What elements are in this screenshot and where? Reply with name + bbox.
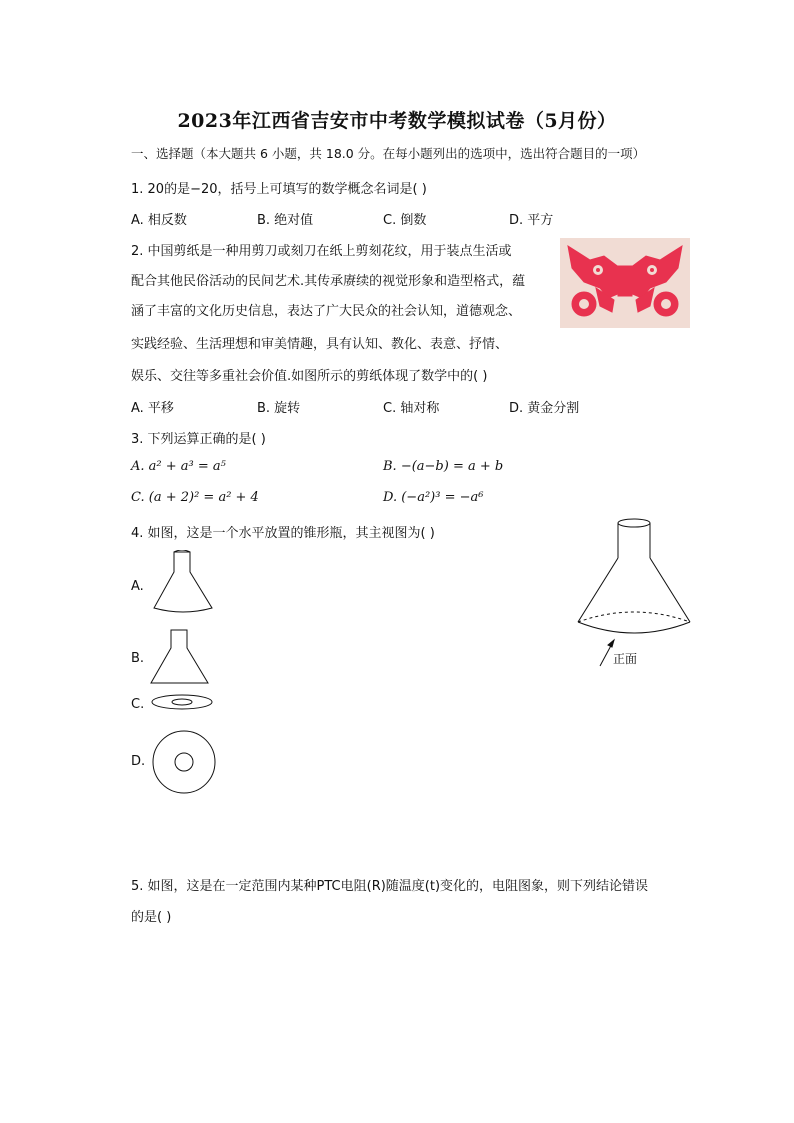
q4-option-c-figure bbox=[150, 693, 214, 713]
q3-option-c: C. (a + 2)² = a² + 4 bbox=[131, 490, 259, 505]
question-3-stem: 3. 下列运算正确的是( ) bbox=[131, 432, 266, 447]
q4-option-b-label: B. bbox=[131, 651, 145, 666]
question-5-line-1: 5. 如图，这是在一定范围内某种PTC电阻(R)随温度(t)变化的，电阻图象，则下列结论错误 bbox=[131, 879, 649, 894]
q2-option-d: D. 黄金分割 bbox=[509, 401, 580, 416]
q2-option-b: B. 旋转 bbox=[257, 401, 301, 416]
q2-option-a: A. 平移 bbox=[131, 401, 174, 416]
q1-option-a: A. 相反数 bbox=[131, 213, 187, 228]
q3-option-a: A. a² + a³ = a⁵ bbox=[131, 459, 226, 474]
q3-option-d: D. (−a²)³ = −a⁶ bbox=[383, 490, 484, 505]
q4-option-a-label: A. bbox=[131, 579, 144, 594]
question-2-line-5: 娱乐、交往等多重社会价值.如图所示的剪纸体现了数学中的( ) bbox=[131, 369, 488, 384]
q4-option-d-label: D. bbox=[131, 754, 146, 769]
question-2-line-1: 2. 中国剪纸是一种用剪刀或刻刀在纸上剪刻花纹，用于装点生活或 bbox=[131, 244, 512, 259]
paper-cut-image bbox=[560, 238, 690, 328]
q4-option-c-label: C. bbox=[131, 697, 145, 712]
q1-option-b: B. 绝对值 bbox=[257, 213, 314, 228]
q4-option-d-figure bbox=[151, 729, 217, 795]
section-heading: 一、选择题（本大题共 6 小题，共 18.0 分。在每小题列出的选项中，选出符合题目的一项） bbox=[131, 146, 646, 161]
question-2-line-4: 实践经验、生活理想和审美情趣，具有认知、教化、表意、抒情、 bbox=[131, 337, 509, 352]
question-2-line-2: 配合其他民俗活动的民间艺术.其传承赓续的视觉形象和造型格式，蕴 bbox=[131, 274, 526, 289]
q4-option-b-figure bbox=[150, 628, 210, 686]
question-1-stem: 1. 20的是−20，括号上可填写的数学概念名词是( ) bbox=[131, 182, 427, 197]
question-2-line-3: 涵了丰富的文化历史信息，表达了广大民众的社会认知，道德观念、 bbox=[131, 304, 522, 319]
question-4-stem: 4. 如图，这是一个水平放置的锥形瓶，其主视图为( ) bbox=[131, 526, 435, 541]
front-view-label: 正面 bbox=[613, 652, 638, 666]
q1-option-c: C. 倒数 bbox=[383, 213, 427, 228]
q2-option-c: C. 轴对称 bbox=[383, 401, 440, 416]
q4-option-a-figure bbox=[150, 550, 216, 614]
question-5-line-2: 的是( ) bbox=[131, 910, 172, 925]
page-title: 2023年江西省吉安市中考数学模拟试卷（5月份） bbox=[177, 110, 617, 132]
q1-option-d: D. 平方 bbox=[509, 213, 554, 228]
q3-option-b: B. −(a−b) = a + b bbox=[383, 459, 504, 474]
